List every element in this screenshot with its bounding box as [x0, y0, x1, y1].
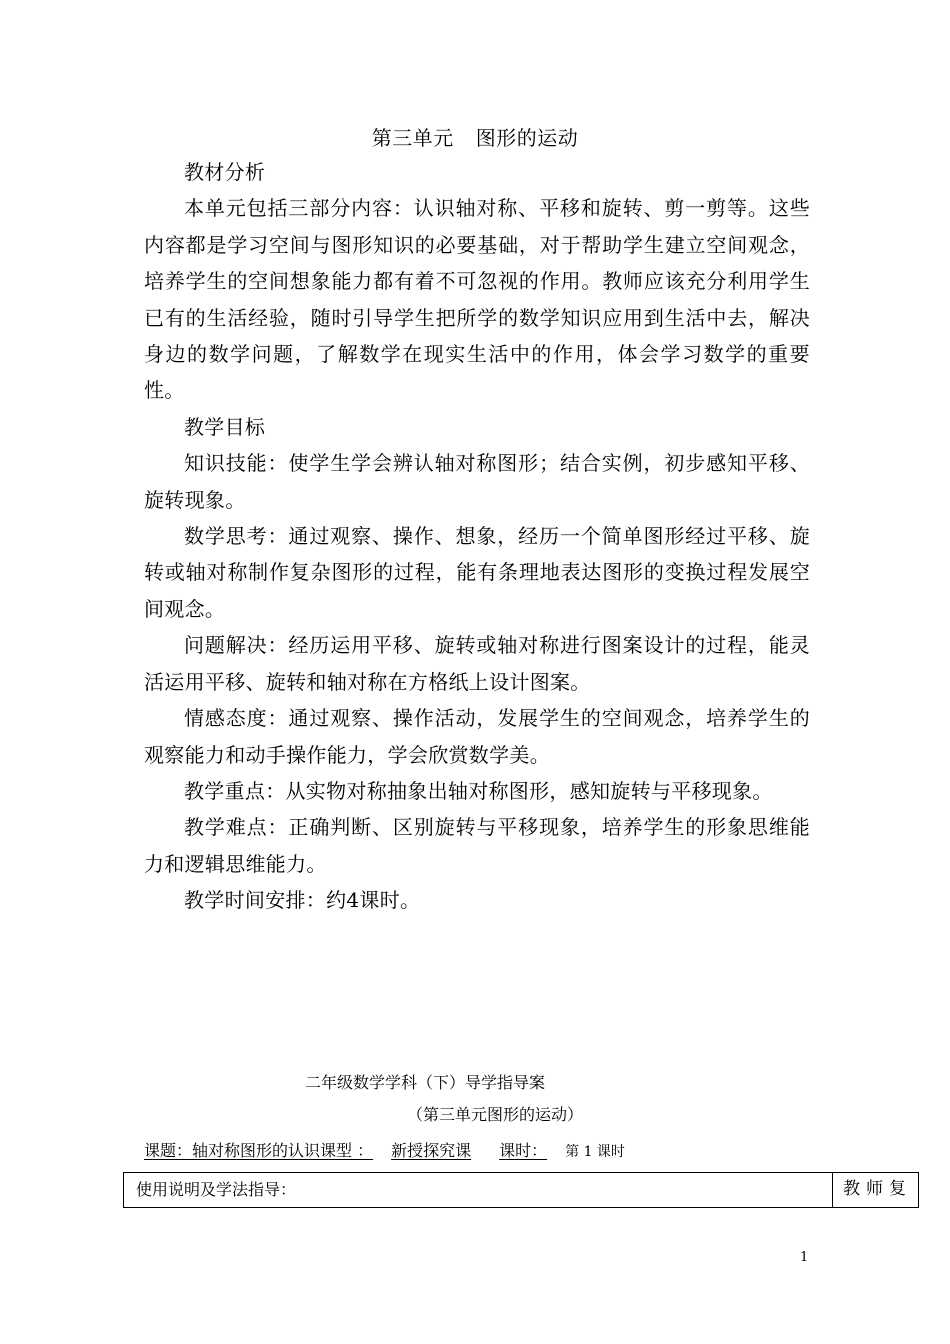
- paragraph-knowledge-skills: 知识技能：使学生学会辨认轴对称图形；结合实例，初步感知平移、旋转现象。: [144, 451, 810, 512]
- lesson-topic-label: 课题：轴对称图形的认识课型 ： 新授探究课 课时：: [144, 1141, 548, 1160]
- paragraph-emotional-attitude: 情感态度：通过观察、操作活动，发展学生的空间观念，培养学生的观察能力和动手操作能力，学会欣赏数学美。: [144, 706, 810, 767]
- paragraph-material-analysis: 本单元包括三部分内容：认识轴对称、平移和旋转、剪一剪等。这些内容都是学习空间与图形知识的必要基础，对于帮助学生建立空间观念，培养学生的空间想象能力都有着不可忽视的作用。教师应该充分利用学生已有的生活经验，随时引导学生把所学的数学知识应用到生活中去，解决身边的数学问题，了解数学在现实生活中的作用，体会学习数学的重要性。: [144, 196, 810, 403]
- guide-table-teacher-header: 教师复: [843, 1179, 912, 1199]
- heading-material-analysis: 教材分析: [184, 160, 266, 184]
- lesson-info-line: [144, 1140, 625, 1163]
- lesson-period-value: 第 1 课时: [565, 1144, 625, 1160]
- lesson-type-value: 新授探究课: [391, 1141, 472, 1160]
- unit-title-name: 图形的运动: [475, 126, 579, 150]
- guide-title: 二年级数学学科（下）导学指导案: [304, 1073, 545, 1092]
- unit-body: [144, 154, 810, 919]
- guide-table-instructions-header: 使用说明及学法指导：: [124, 1173, 833, 1207]
- page-number: 1: [800, 1250, 809, 1265]
- paragraph-time-schedule: 教学时间安排：约4课时。: [184, 888, 421, 913]
- heading-teaching-goals: 教学目标: [184, 414, 266, 439]
- guide-subtitle: （第三单元图形的运动）: [406, 1105, 583, 1124]
- unit-title: [0, 124, 950, 152]
- lesson-period-label: 课时：: [499, 1141, 548, 1160]
- guide-table: [123, 1172, 919, 1208]
- paragraph-problem-solving: 问题解决：经历运用平移、旋转或轴对称进行图案设计的过程，能灵活运用平移、旋转和轴对称在方格纸上设计图案。: [144, 633, 810, 694]
- unit-title-number: 第三单元: [371, 126, 454, 150]
- paragraph-math-thinking: 数学思考：通过观察、操作、想象，经历一个简单图形经过平移、旋转或轴对称制作复杂图形的过程，能有条理地表达图形的变换过程发展空间观念。: [144, 524, 810, 621]
- paragraph-difficult-points: 教学难点：正确判断、区别旋转与平移现象，培养学生的形象思维能力和逻辑思维能力。: [144, 815, 810, 876]
- paragraph-key-points: 教学重点：从实物对称抽象出轴对称图形，感知旋转与平移现象。: [184, 778, 773, 803]
